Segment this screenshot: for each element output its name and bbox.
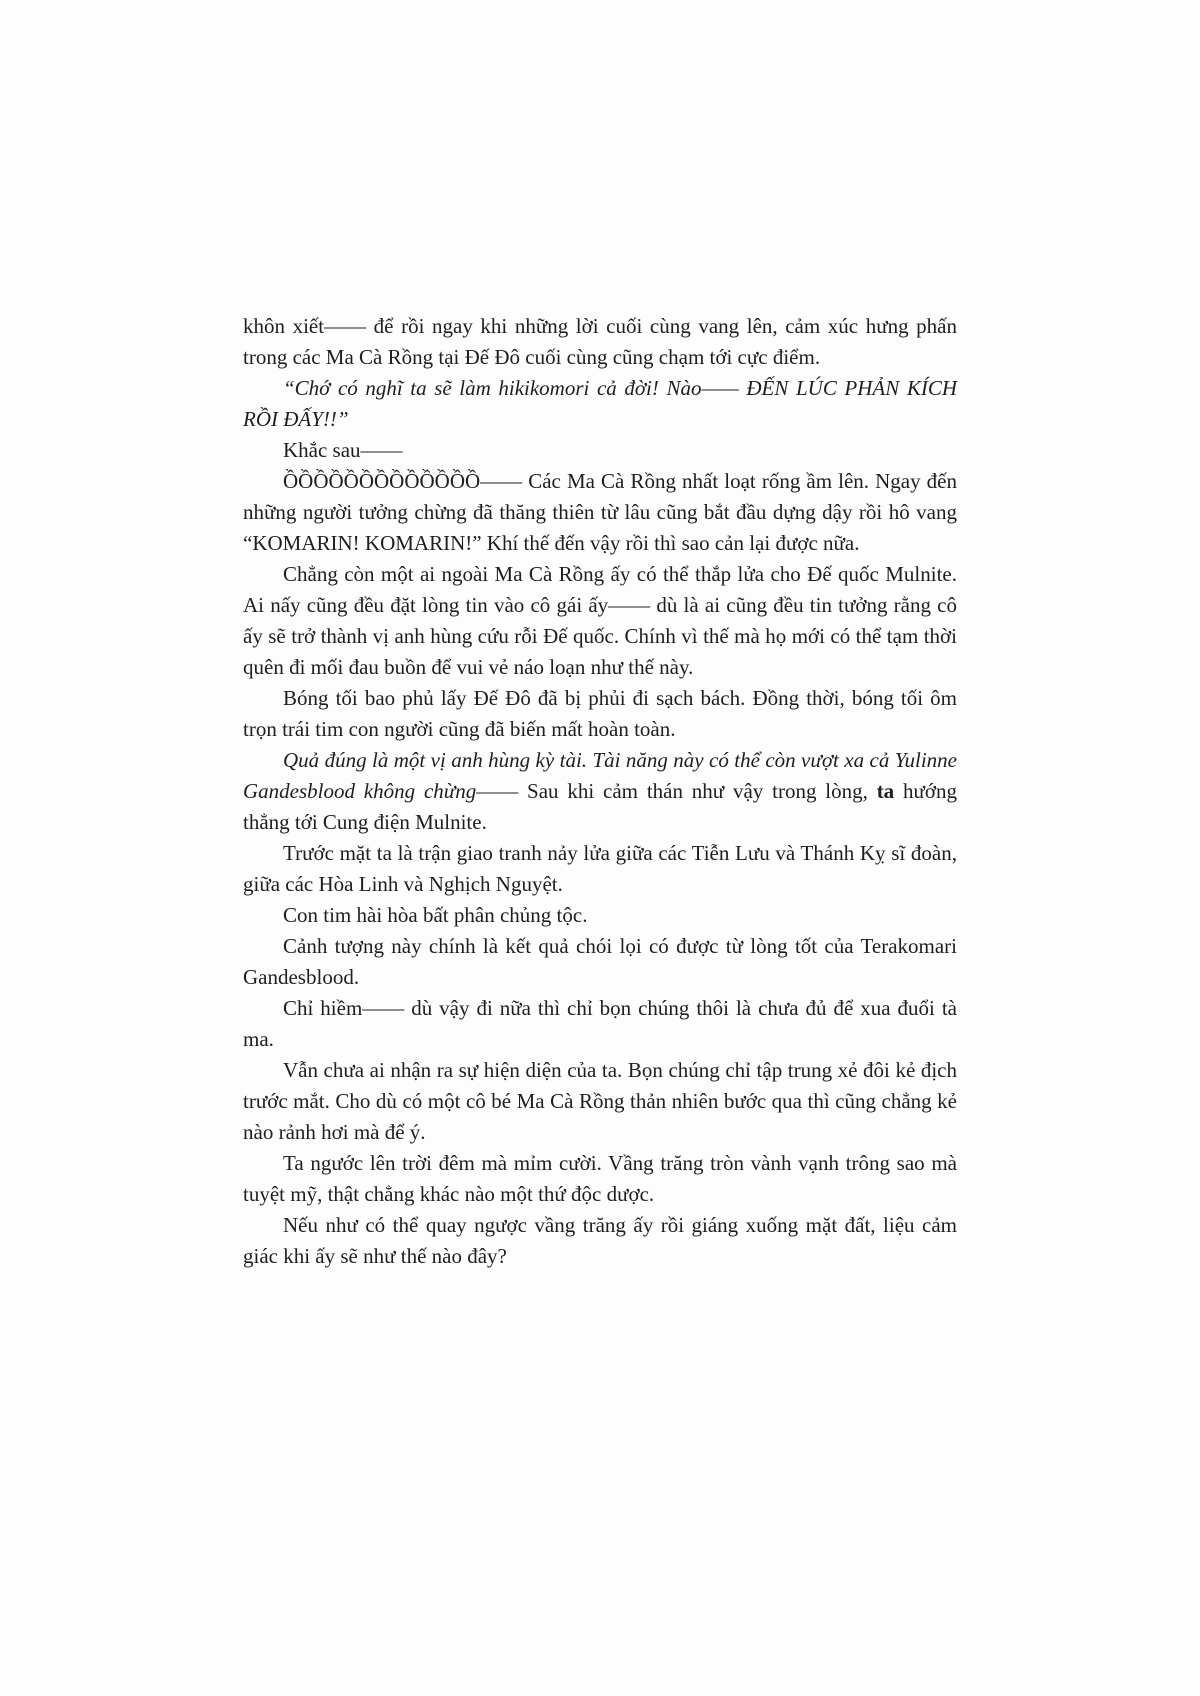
paragraph-5: [243, 559, 957, 683]
text-run: khôn xiết—— để rồi ngay khi những lời cuối cùng vang lên, cảm xúc hưng phấn trong các Ma Cà Rồng tại Đế Đô cuối cùng cũng chạm tới cực điểm.: [243, 314, 957, 369]
paragraph-9: [243, 900, 957, 931]
text-run: Chỉ hiềm—— dù vậy đi nữa thì chỉ bọn chúng thôi là chưa đủ để xua đuổi tà ma.: [243, 996, 957, 1051]
text-run: —— Sau khi cảm thán như vậy trong lòng,: [476, 779, 877, 803]
paragraph-1: [243, 311, 957, 373]
text-run: ỒỒỒỒỒỒỒỒỒỒỒỒỒ—— Các Ma Cà Rồng nhất loạt rống ầm lên. Ngay đến những người tưởng chừng đã thăng thiên từ lâu cũng bắt đầu dựng dậy rồi hô vang “KOMARIN! KOMARIN!” Khí thế đến vậy rồi thì sao cản lại được nữa.: [243, 469, 957, 555]
paragraph-7: [243, 745, 957, 838]
bold-word: ta: [876, 779, 895, 803]
text-run: Cảnh tượng này chính là kết quả chói lọi có được từ lòng tốt của Terakomari Gandesblood.: [243, 934, 957, 989]
paragraph-10: [243, 931, 957, 993]
paragraph-6: [243, 683, 957, 745]
paragraph-11: [243, 993, 957, 1055]
text-run: Khắc sau——: [283, 438, 403, 462]
paragraph-3: [243, 435, 957, 466]
paragraph-2-quote: [243, 373, 957, 435]
body-text: [243, 311, 957, 1272]
paragraph-13: [243, 1148, 957, 1210]
text-run: Ta ngước lên trời đêm mà mỉm cười. Vầng trăng tròn vành vạnh trông sao mà tuyệt mỹ, thật chẳng khác nào một thứ độc dược.: [243, 1151, 957, 1206]
paragraph-14: [243, 1210, 957, 1272]
italic-quote: “Chớ có nghĩ ta sẽ làm hikikomori cả đời! Nào—— ĐẾN LÚC PHẢN KÍCH RỒI ĐẤY!!”: [243, 376, 957, 431]
paragraph-8: [243, 838, 957, 900]
paragraph-4: [243, 466, 957, 559]
text-run: hướng thẳng tới Cung điện Mulnite.: [243, 779, 957, 834]
text-run: Chẳng còn một ai ngoài Ma Cà Rồng ấy có thể thắp lửa cho Đế quốc Mulnite. Ai nấy cũng đều đặt lòng tin vào cô gái ấy—— dù là ai cũng đều tin tưởng rằng cô ấy sẽ trở thành vị anh hùng cứu rỗi Đế quốc. Chính vì thế mà họ mới có thể tạm thời quên đi mối đau buồn để vui vẻ náo loạn như thế này.: [243, 562, 957, 679]
italic-thought: Quả đúng là một vị anh hùng kỳ tài. Tài năng này có thể còn vượt xa cả Yulinne Gandesblood không chừng: [243, 748, 957, 803]
text-run: Vẫn chưa ai nhận ra sự hiện diện của ta. Bọn chúng chỉ tập trung xẻ đôi kẻ địch trước mắt. Cho dù có một cô bé Ma Cà Rồng thản nhiên bước qua thì cũng chẳng kẻ nào rảnh hơi mà để ý.: [243, 1058, 957, 1144]
text-run: Nếu như có thể quay ngược vầng trăng ấy rồi giáng xuống mặt đất, liệu cảm giác khi ấy sẽ như thế nào đây?: [243, 1213, 957, 1268]
text-run: Con tim hài hòa bất phân chủng tộc.: [283, 903, 588, 927]
text-run: Bóng tối bao phủ lấy Đế Đô đã bị phủi đi sạch bách. Đồng thời, bóng tối ôm trọn trái tim con người cũng đã biến mất hoàn toàn.: [243, 686, 957, 741]
text-run: Trước mặt ta là trận giao tranh nảy lửa giữa các Tiễn Lưu và Thánh Kỵ sĩ đoàn, giữa các Hòa Linh và Nghịch Nguyệt.: [243, 841, 957, 896]
paragraph-12: [243, 1055, 957, 1148]
